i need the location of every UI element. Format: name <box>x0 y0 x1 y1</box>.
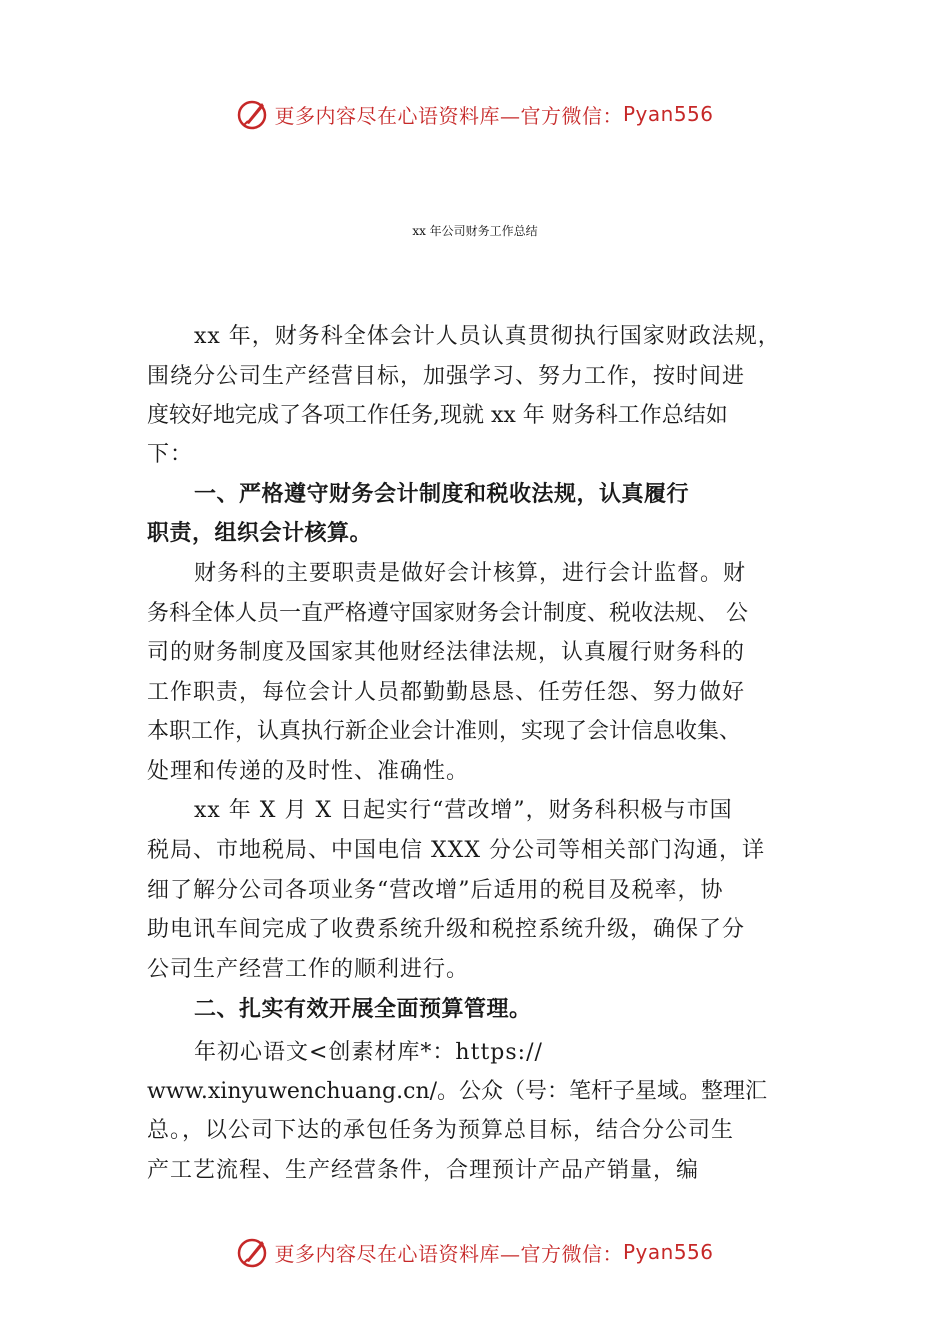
paragraph-line: 围绕分公司生产经营目标，加强学习、努力工作，按时间进 <box>147 364 746 389</box>
paragraph-line: 税局、市地税局、中国电信 XXX 分公司等相关部门沟通，详 <box>147 838 765 863</box>
paragraph-line: 助电讯车间完成了收费系统升级和税控系统升级，确保了分 <box>147 917 746 942</box>
paragraph-line: 司的财务制度及国家其他财经法律法规，认真履行财务科的 <box>147 640 746 665</box>
paragraph-line: 工作职责，每位会计人员都勤勤恳恳、任劳任怨、努力做好 <box>147 680 746 705</box>
paragraph-line: xx 年 X 月 X 日起实行“营改增”，财务科积极与市国 <box>194 798 733 823</box>
paragraph-line: www.xinyuwenchuang.cn/。公众（号：笔杆子星域。整理汇 <box>147 1079 768 1104</box>
paragraph-line: 财务科的主要职责是做好会计核算，进行会计监督。财 <box>194 561 747 586</box>
paragraph-line: 总。，以公司下达的承包任务为预算总目标，结合分公司生 <box>147 1118 735 1143</box>
banner-text: 更多内容尽在心语资料库—官方微信： <box>274 1241 623 1266</box>
paragraph-line: 细了解分公司各项业务“营改增”后适用的税目及税率，协 <box>147 878 724 903</box>
document-title: xx 年公司财务工作总结 <box>412 224 538 238</box>
paragraph-line: 务科全体人员一直严格遵守国家财务会计制度、税收法规、 公 <box>147 601 748 626</box>
quill-logo-icon <box>236 1235 270 1269</box>
banner-wechat-id: Pyan556 <box>622 102 714 126</box>
section-heading: 二、扎实有效开展全面预算管理。 <box>194 997 532 1022</box>
paragraph-line: 下： <box>147 442 194 467</box>
paragraph-line: 年初心语文<创素材库*：https:// <box>194 1040 543 1065</box>
paragraph-line: 本职工作，认真执行新企业会计准则，实现了会计信息收集、 <box>147 719 742 744</box>
paragraph-line: 处理和传递的及时性、准确性。 <box>147 759 470 784</box>
paragraph-line: 产工艺流程、生产经营条件，合理预计产品产销量，编 <box>147 1158 700 1183</box>
footer-banner <box>0 1232 950 1272</box>
paragraph-line: xx 年，财务科全体会计人员认真贯彻执行国家财政法规， <box>194 324 781 349</box>
header-banner <box>0 94 950 134</box>
banner-wechat-id: Pyan556 <box>622 1240 714 1264</box>
paragraph-line: 度较好地完成了各项工作任务,现就 xx 年 财务科工作总结如 <box>147 403 728 428</box>
paragraph-line: 公司生产经营工作的顺利进行。 <box>147 957 470 982</box>
quill-logo-icon <box>236 97 270 131</box>
section-heading: 职责，组织会计核算。 <box>147 521 373 546</box>
banner-text: 更多内容尽在心语资料库—官方微信： <box>274 103 623 128</box>
section-heading: 一、严格遵守财务会计制度和税收法规，认真履行 <box>194 482 690 507</box>
